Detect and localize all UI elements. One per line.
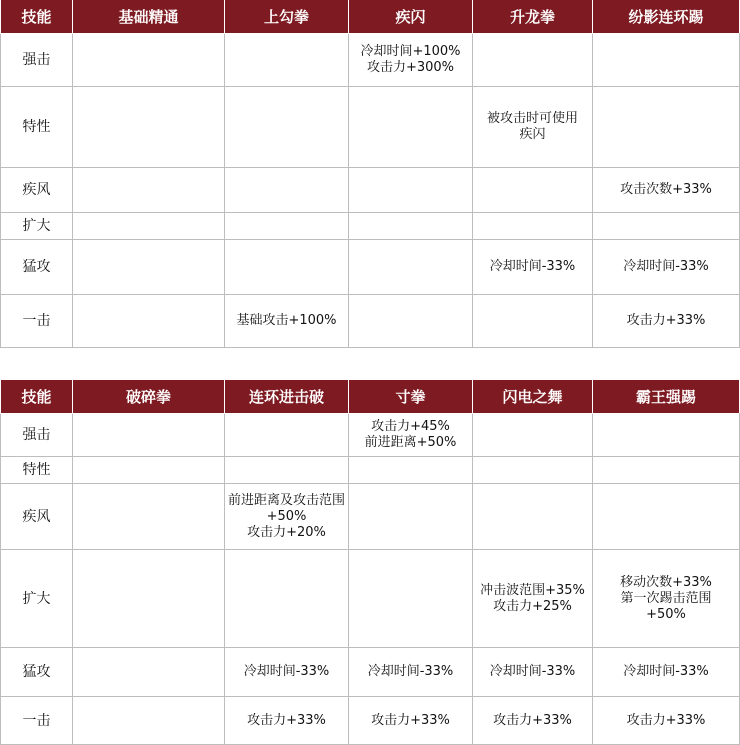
table-row [1, 457, 740, 484]
table-cell [593, 295, 740, 348]
table-row [1, 648, 740, 697]
row-label: 强击 [1, 414, 73, 457]
table-cell [73, 648, 225, 697]
cell-text: 攻击力+33% [626, 313, 706, 328]
table-cell [593, 484, 740, 550]
table-row [1, 414, 740, 457]
row-label: 特性 [1, 87, 73, 168]
row-label: 一击 [1, 697, 73, 745]
table-row [1, 213, 740, 240]
table-cell [349, 550, 473, 648]
table-row [1, 697, 740, 745]
table-row [1, 550, 740, 648]
cell-text: 攻击力+25% [493, 598, 572, 614]
table-cell [473, 697, 593, 745]
row-label: 强击 [1, 34, 73, 87]
table-cell [593, 550, 740, 648]
row-label: 猛攻 [1, 648, 73, 697]
table-cell [473, 484, 593, 550]
table-cell [73, 168, 225, 213]
table-cell [225, 213, 349, 240]
table-cell [73, 295, 225, 348]
table-cell [225, 550, 349, 648]
cell-text: 冷却时间-33% [623, 664, 709, 679]
header-cell: 连环进击破 [225, 380, 349, 414]
cell-text: 攻击次数+33% [620, 182, 712, 197]
cell-text: 攻击力+33% [371, 712, 450, 728]
skill-table-2 [0, 380, 740, 745]
cell-text: +50% [646, 606, 686, 622]
table-cell [473, 168, 593, 213]
table-cell [349, 484, 473, 550]
cell-text: +50% [266, 508, 307, 524]
cell-text: 冷却时间-33% [489, 259, 576, 274]
table-row [1, 295, 740, 348]
cell-text: 攻击力+33% [493, 712, 572, 728]
table-cell [73, 34, 225, 87]
skill-table-1 [0, 0, 740, 348]
table-cell [349, 648, 473, 697]
table-cell [349, 168, 473, 213]
table-cell [225, 240, 349, 295]
header-cell: 疾闪 [349, 0, 473, 34]
table-cell [225, 648, 349, 697]
table-cell [473, 295, 593, 348]
table-cell [349, 457, 473, 484]
header-cell: 技能 [1, 0, 73, 34]
header-cell: 破碎拳 [73, 380, 225, 414]
cell-text: 冷却时间-33% [623, 259, 709, 274]
table-cell [349, 87, 473, 168]
table-cell [225, 168, 349, 213]
cell-text: 冷却时间-33% [489, 664, 576, 679]
header-cell: 技能 [1, 380, 73, 414]
row-label: 疾风 [1, 168, 73, 213]
table-cell [225, 414, 349, 457]
row-label: 扩大 [1, 550, 73, 648]
cell-text: 冷却时间-33% [367, 664, 454, 679]
header-cell: 纷影连环踢 [593, 0, 740, 34]
cell-text: 攻击力+33% [247, 712, 326, 728]
cell-text: 攻击力+300% [366, 60, 455, 75]
cell-text: 攻击力+20% [247, 524, 326, 540]
table-cell [593, 457, 740, 484]
table-cell [593, 168, 740, 213]
cell-text: 移动次数+33% [620, 574, 712, 590]
header-cell: 霸王强踢 [593, 380, 740, 414]
header-cell: 上勾拳 [225, 0, 349, 34]
row-label: 一击 [1, 295, 73, 348]
header-cell: 升龙拳 [473, 0, 593, 34]
table-row [1, 34, 740, 87]
table-spacer [0, 346, 739, 380]
table-row [1, 484, 740, 550]
cell-text: 冷却时间+100% [360, 44, 461, 59]
table-cell [225, 697, 349, 745]
table-cell [473, 457, 593, 484]
cell-text: 攻击力+33% [626, 712, 706, 728]
table-cell [73, 697, 225, 745]
table-cell [349, 295, 473, 348]
table-row [1, 87, 740, 168]
table-cell [593, 34, 740, 87]
cell-text: 前进距离及攻击范围 [227, 492, 345, 508]
table-cell [349, 414, 473, 457]
table-cell [73, 457, 225, 484]
table-cell [473, 213, 593, 240]
header-cell: 闪电之舞 [473, 380, 593, 414]
cell-text: 疾闪 [519, 127, 546, 142]
cell-text: 第一次踢击范围 [620, 590, 712, 606]
table-cell [593, 87, 740, 168]
table-cell [473, 34, 593, 87]
table-cell [73, 213, 225, 240]
table-cell [473, 648, 593, 697]
table-cell [593, 213, 740, 240]
table-header-row [1, 380, 740, 414]
table-cell [73, 550, 225, 648]
table-cell [73, 240, 225, 295]
table-cell [349, 697, 473, 745]
table-cell [349, 240, 473, 295]
header-cell: 寸拳 [349, 380, 473, 414]
table-cell [349, 213, 473, 240]
table-cell [73, 484, 225, 550]
table-cell [473, 550, 593, 648]
table-cell [473, 414, 593, 457]
header-cell: 基础精通 [73, 0, 225, 34]
table-cell [593, 648, 740, 697]
cell-text: 前进距离+50% [364, 435, 457, 450]
cell-text: 被攻击时可使用 [486, 111, 578, 126]
row-label: 疾风 [1, 484, 73, 550]
table-row [1, 168, 740, 213]
cell-text: 基础攻击+100% [236, 313, 337, 328]
table-cell [225, 87, 349, 168]
table-cell [225, 457, 349, 484]
table-cell [593, 697, 740, 745]
table-cell [73, 414, 225, 457]
cell-text: 冷却时间-33% [243, 664, 330, 679]
table-cell [593, 240, 740, 295]
table-cell [473, 240, 593, 295]
table-cell [349, 34, 473, 87]
table-cell [593, 414, 740, 457]
cell-text: 攻击力+45% [371, 419, 450, 434]
row-label: 扩大 [1, 213, 73, 240]
table-cell [225, 34, 349, 87]
table-cell [73, 87, 225, 168]
table-cell [473, 87, 593, 168]
table-header-row [1, 0, 740, 34]
cell-text: 冲击波范围+35% [480, 582, 585, 598]
table-cell [225, 295, 349, 348]
row-label: 猛攻 [1, 240, 73, 295]
row-label: 特性 [1, 457, 73, 484]
table-cell [225, 484, 349, 550]
table-row [1, 240, 740, 295]
